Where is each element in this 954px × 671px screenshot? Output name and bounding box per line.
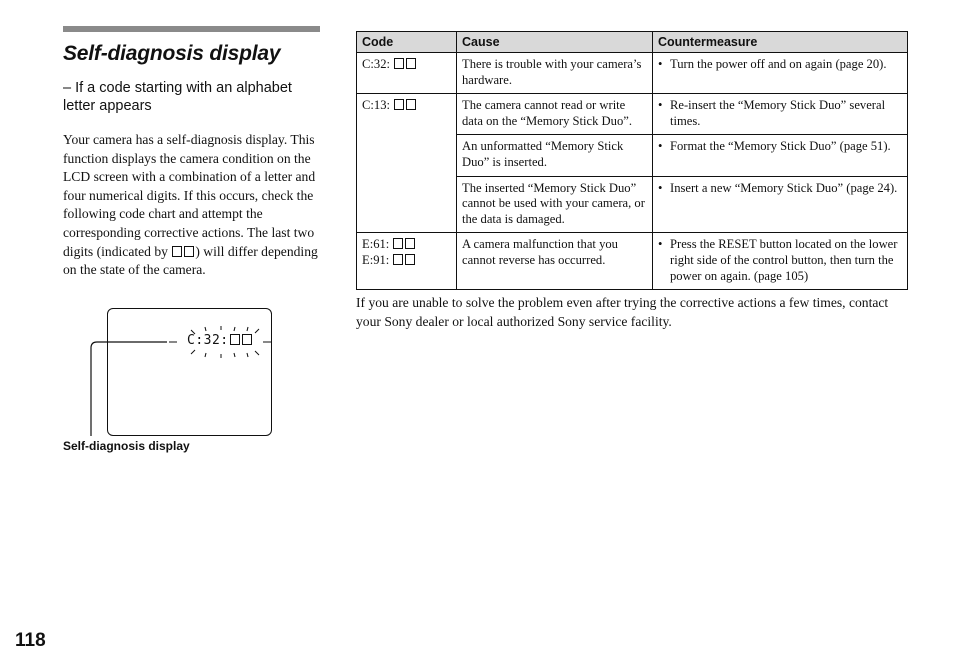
code-table xyxy=(356,31,908,290)
lcd-screen xyxy=(107,308,272,436)
countermeasure-cell xyxy=(653,135,908,176)
digit-box-icon xyxy=(172,246,182,257)
body-text-part2: ) will differ depending on the state of the camera. xyxy=(63,243,318,278)
header-code: Code xyxy=(357,32,457,53)
countermeasure-text: Format the “Memory Stick Duo” (page 51). xyxy=(670,139,891,154)
code-cell xyxy=(357,135,457,176)
lcd-code-readout xyxy=(187,333,253,348)
lcd-figure xyxy=(63,306,323,466)
code-text: E:91: xyxy=(362,252,390,267)
code-cell xyxy=(357,233,457,290)
countermeasure-text: Insert a new “Memory Stick Duo” (page 24). xyxy=(670,180,898,195)
digit-box-icon xyxy=(394,99,404,110)
page-number: 118 xyxy=(15,630,46,651)
digit-box-icon xyxy=(393,238,403,249)
table-row xyxy=(357,53,908,94)
digit-box-icon xyxy=(405,254,415,265)
lcd-readout-text: C:32: xyxy=(187,333,229,348)
code-text: E:61: xyxy=(362,237,390,252)
body-paragraph xyxy=(63,131,319,280)
code-text: C:32: xyxy=(362,57,390,71)
digit-box-icon xyxy=(230,334,240,345)
digit-box-icon xyxy=(406,58,416,69)
bullet-icon: • xyxy=(658,180,663,195)
digit-box-icon xyxy=(406,99,416,110)
cause-cell: An unformatted “Memory Stick Duo” is inserted. xyxy=(457,135,653,176)
digit-box-icon xyxy=(242,334,252,345)
figure-caption: Self-diagnosis display xyxy=(63,439,190,453)
table-header-row xyxy=(357,32,908,53)
bullet-icon: • xyxy=(658,57,663,71)
countermeasure-cell xyxy=(653,94,908,135)
code-cell xyxy=(357,53,457,94)
table-row xyxy=(357,135,908,176)
countermeasure-text: Turn the power off and on again (page 20). xyxy=(670,57,887,71)
cause-cell: The inserted “Memory Stick Duo” cannot be used with your camera, or the data is damaged. xyxy=(457,176,653,233)
header-countermeasure: Countermeasure xyxy=(653,32,908,53)
code-cell xyxy=(357,94,457,135)
code-text: C:13: xyxy=(362,98,390,113)
section-subtitle: – If a code starting with an alphabet letter appears xyxy=(63,80,292,114)
table-row xyxy=(357,233,908,290)
digit-box-icon xyxy=(184,246,194,257)
table-row xyxy=(357,176,908,233)
bullet-icon: • xyxy=(658,98,663,113)
digit-box-icon xyxy=(405,238,415,249)
bullet-icon: • xyxy=(658,237,663,252)
countermeasure-cell xyxy=(653,53,908,94)
cause-cell: There is trouble with your camera’s hardware. xyxy=(457,53,653,94)
table-row xyxy=(357,94,908,135)
countermeasure-text: Press the RESET button located on the lower right side of the control button, then turn the power on again. (page 105) xyxy=(670,237,898,283)
title-bar xyxy=(63,26,320,32)
cause-cell: The camera cannot read or write data on the “Memory Stick Duo”. xyxy=(457,94,653,135)
countermeasure-text: Re-insert the “Memory Stick Duo” several times. xyxy=(670,98,886,128)
cause-cell: A camera malfunction that you cannot reverse has occurred. xyxy=(457,233,653,290)
digit-box-icon xyxy=(393,254,403,265)
code-table-wrapper xyxy=(356,31,907,290)
digit-box-icon xyxy=(394,58,404,69)
bullet-icon: • xyxy=(658,139,663,154)
countermeasure-cell xyxy=(653,176,908,233)
countermeasure-cell xyxy=(653,233,908,290)
after-table-paragraph: If you are unable to solve the problem even after trying the corrective actions a few times, contact your Sony dealer or local authorized Sony service facility. xyxy=(356,295,889,329)
code-cell xyxy=(357,176,457,233)
section-title: Self-diagnosis display xyxy=(63,42,281,65)
header-cause: Cause xyxy=(457,32,653,53)
body-text-part1: Your camera has a self-diagnosis display. This function displays the camera condition on the LCD screen with a combination of a letter and four numerical digits. If this occurs, check the following code chart and attempt the corresponding corrective actions. The last two digits (indicated by xyxy=(63,132,316,259)
left-column xyxy=(63,26,321,280)
